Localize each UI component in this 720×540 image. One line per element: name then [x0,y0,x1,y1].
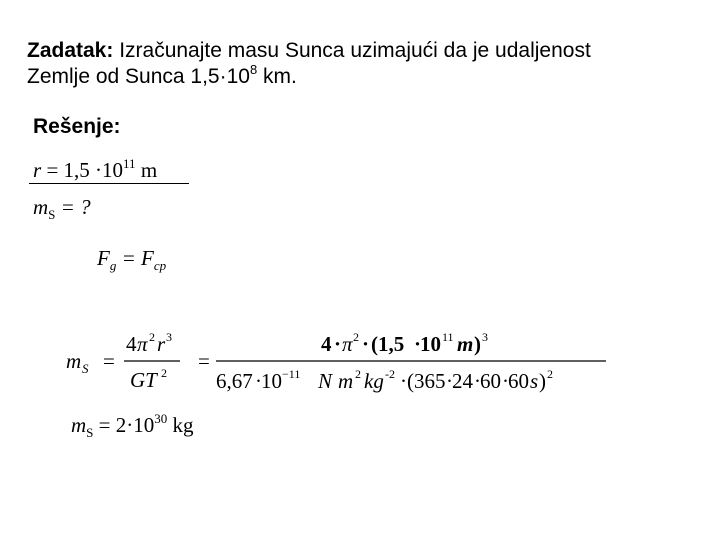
formula-equals-2: = [198,349,210,373]
lhs-num-pi-exp: 2 [149,330,155,344]
task-text: Izračunajte masu Sunca uzimajući da je udaljenost [113,39,591,62]
rhs-den-60b: 60 [508,369,529,393]
rhs-den-dot4: · [474,369,481,393]
formula-equals-1: = [103,349,115,373]
r-exponent: 11 [123,156,136,171]
mass-formula [66,326,611,396]
rhs-num-pi-exp: 2 [353,330,359,344]
force-equality [97,246,166,271]
rhs-num-dot: · [334,332,342,356]
task-label: Zadatak: [27,39,114,62]
lhs-num-r-exp: 3 [166,330,172,344]
task-base: 10 [226,65,250,88]
rhs-den-dot5: · [502,369,509,393]
fcp-symbol: F [141,246,154,270]
given-divider [29,183,189,184]
rhs-num-dot2: · [362,332,370,356]
rhs-num-m: m [457,332,474,356]
fg-subscript: g [109,258,117,273]
rhs-den-10: 10 [261,369,282,393]
m-subscript: S [48,207,56,222]
task-line-2 [27,64,591,90]
lhs-den-gt: GT [130,368,157,392]
task-dot: · [219,65,227,88]
rhs-den-dot2: · [400,369,407,393]
rhs-den-paren: (365 [407,369,446,393]
r-symbol: r [33,158,42,182]
lhs-num-r: r [157,332,166,356]
rhs-den-s: s [530,369,539,393]
rhs-num-close: ) [474,332,481,356]
task-exponent: 8 [249,62,258,77]
rhs-den-close: ) [539,369,546,393]
fcp-subscript: cp [153,258,167,273]
rhs-num-close-exp: 3 [482,330,488,344]
rhs-num-10: 10 [420,332,441,356]
task-unit: km. [257,65,297,88]
r-value: = 1,5 ·10 [41,158,124,182]
lhs-num-pi: π [137,332,148,356]
result [71,413,194,438]
rhs-den-667: 6,67 [216,369,253,393]
result-m-sub: S [86,425,94,440]
task-line-1 [27,38,591,64]
result-value: = 2 [93,413,127,437]
result-dot: · [126,413,134,437]
result-exponent: 30 [154,411,168,426]
result-base: 10 [133,413,155,437]
lhs-num-4: 4 [126,332,137,356]
rhs-num-10-exp: 11 [442,330,454,344]
rhs-den-kg: kg [364,369,384,393]
formula-ms: m [66,349,82,373]
task-statement [27,38,591,90]
m-symbol: m [33,195,49,219]
unknown-mass [33,195,91,220]
rhs-num-dot3: · [414,332,422,356]
r-unit: m [135,158,158,182]
rhs-num-pi: π [342,332,353,356]
result-unit: kg [167,413,194,437]
result-m: m [71,413,87,437]
formula-ms-sub: S [82,361,89,376]
rhs-den-60a: 60 [480,369,501,393]
task-distance-value: Zemlje od Sunca 1,5 [27,65,220,88]
lhs-den-exp: 2 [161,366,167,380]
rhs-num-paren: (1,5 [371,332,405,356]
solution-heading: Rešenje: [33,115,121,138]
rhs-den-dot3: · [446,369,453,393]
given-radius [33,158,157,183]
rhs-den-m: m [338,369,354,393]
rhs-den-n: N [318,369,333,393]
law-equals: = [116,246,141,270]
rhs-num-4: 4 [321,332,332,356]
m-unknown: = ? [55,195,91,219]
rhs-den-m-exp: 2 [355,367,361,381]
rhs-den-10-exp: −11 [282,367,301,381]
fg-symbol: F [97,246,110,270]
rhs-den-24: 24 [452,369,473,393]
rhs-den-kg-exp: -2 [385,367,395,381]
rhs-den-close-exp: 2 [547,367,553,381]
rhs-den-dot: · [255,369,262,393]
